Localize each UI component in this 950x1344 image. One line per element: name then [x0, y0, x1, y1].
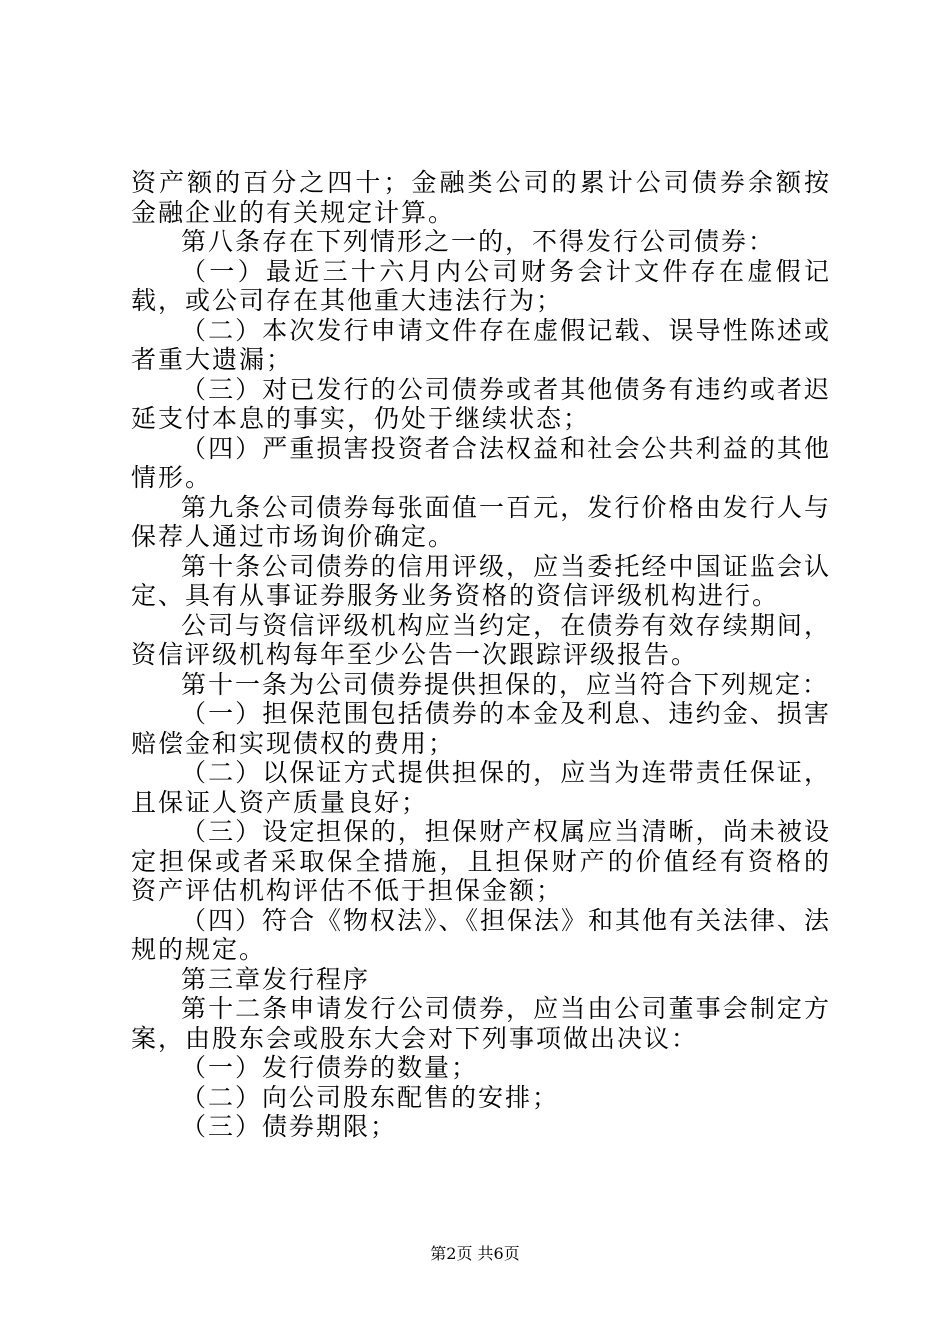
paragraph: （二）向公司股东配售的安排； — [181, 1082, 560, 1112]
paragraph: （四）严重损害投资者合法权益和社会公共利益的其他情形。 — [131, 433, 831, 492]
paragraph: （一）最近三十六月内公司财务会计文件存在虚假记载，或公司存在其他重大违法行为； — [131, 256, 831, 315]
paragraph: 第八条存在下列情形之一的，不得发行公司债券： — [181, 227, 776, 256]
paragraph: （一）担保范围包括债券的本金及利息、违约金、损害赔偿金和实现债权的费用； — [131, 699, 831, 758]
paragraph: （二）本次发行申请文件存在虚假记载、误导性陈述或者重大遗漏； — [131, 315, 831, 374]
paragraph: （三）对已发行的公司债券或者其他债务有违约或者迟延支付本息的事实，仍处于继续状态； — [131, 374, 831, 433]
page-footer — [0, 1244, 950, 1264]
chapter-heading: 第三章发行程序 — [181, 964, 371, 994]
paragraph: 第十二条申请发行公司债券，应当由公司董事会制定方案，由股东会或股东大会对下列事项做出决议： — [131, 994, 831, 1053]
paragraph: 资产额的百分之四十；金融类公司的累计公司债券余额按金融企业的有关规定计算。 — [131, 168, 831, 227]
paragraph: （三）设定担保的，担保财产权属应当清晰，尚未被设定担保或者采取保全措施，且担保财产的价值经有资格的资产评估机构评估不低于担保金额； — [131, 817, 831, 905]
paragraph: 第十一条为公司债券提供担保的，应当符合下列规定： — [181, 669, 830, 699]
page-number: 第2页 共6页 — [430, 1244, 520, 1263]
paragraph: （二）以保证方式提供担保的，应当为连带责任保证，且保证人资产质量良好； — [131, 758, 831, 817]
paragraph: （一）发行债券的数量； — [181, 1053, 479, 1082]
document-body — [131, 168, 831, 1142]
paragraph: （四）符合《物权法》、《担保法》和其他有关法律、法规的规定。 — [131, 905, 832, 964]
paragraph: （三）债券期限； — [181, 1112, 398, 1141]
paragraph: 第十条公司债券的信用评级，应当委托经中国证监会认定、具有从事证券服务业务资格的资信评级机构进行。 — [131, 551, 831, 610]
paragraph: 公司与资信评级机构应当约定，在债券有效存续期间，资信评级机构每年至少公告一次跟踪评级报告。 — [131, 610, 831, 669]
paragraph: 第九条公司债券每张面值一百元，发行价格由发行人与保荐人通过市场询价确定。 — [131, 492, 831, 551]
